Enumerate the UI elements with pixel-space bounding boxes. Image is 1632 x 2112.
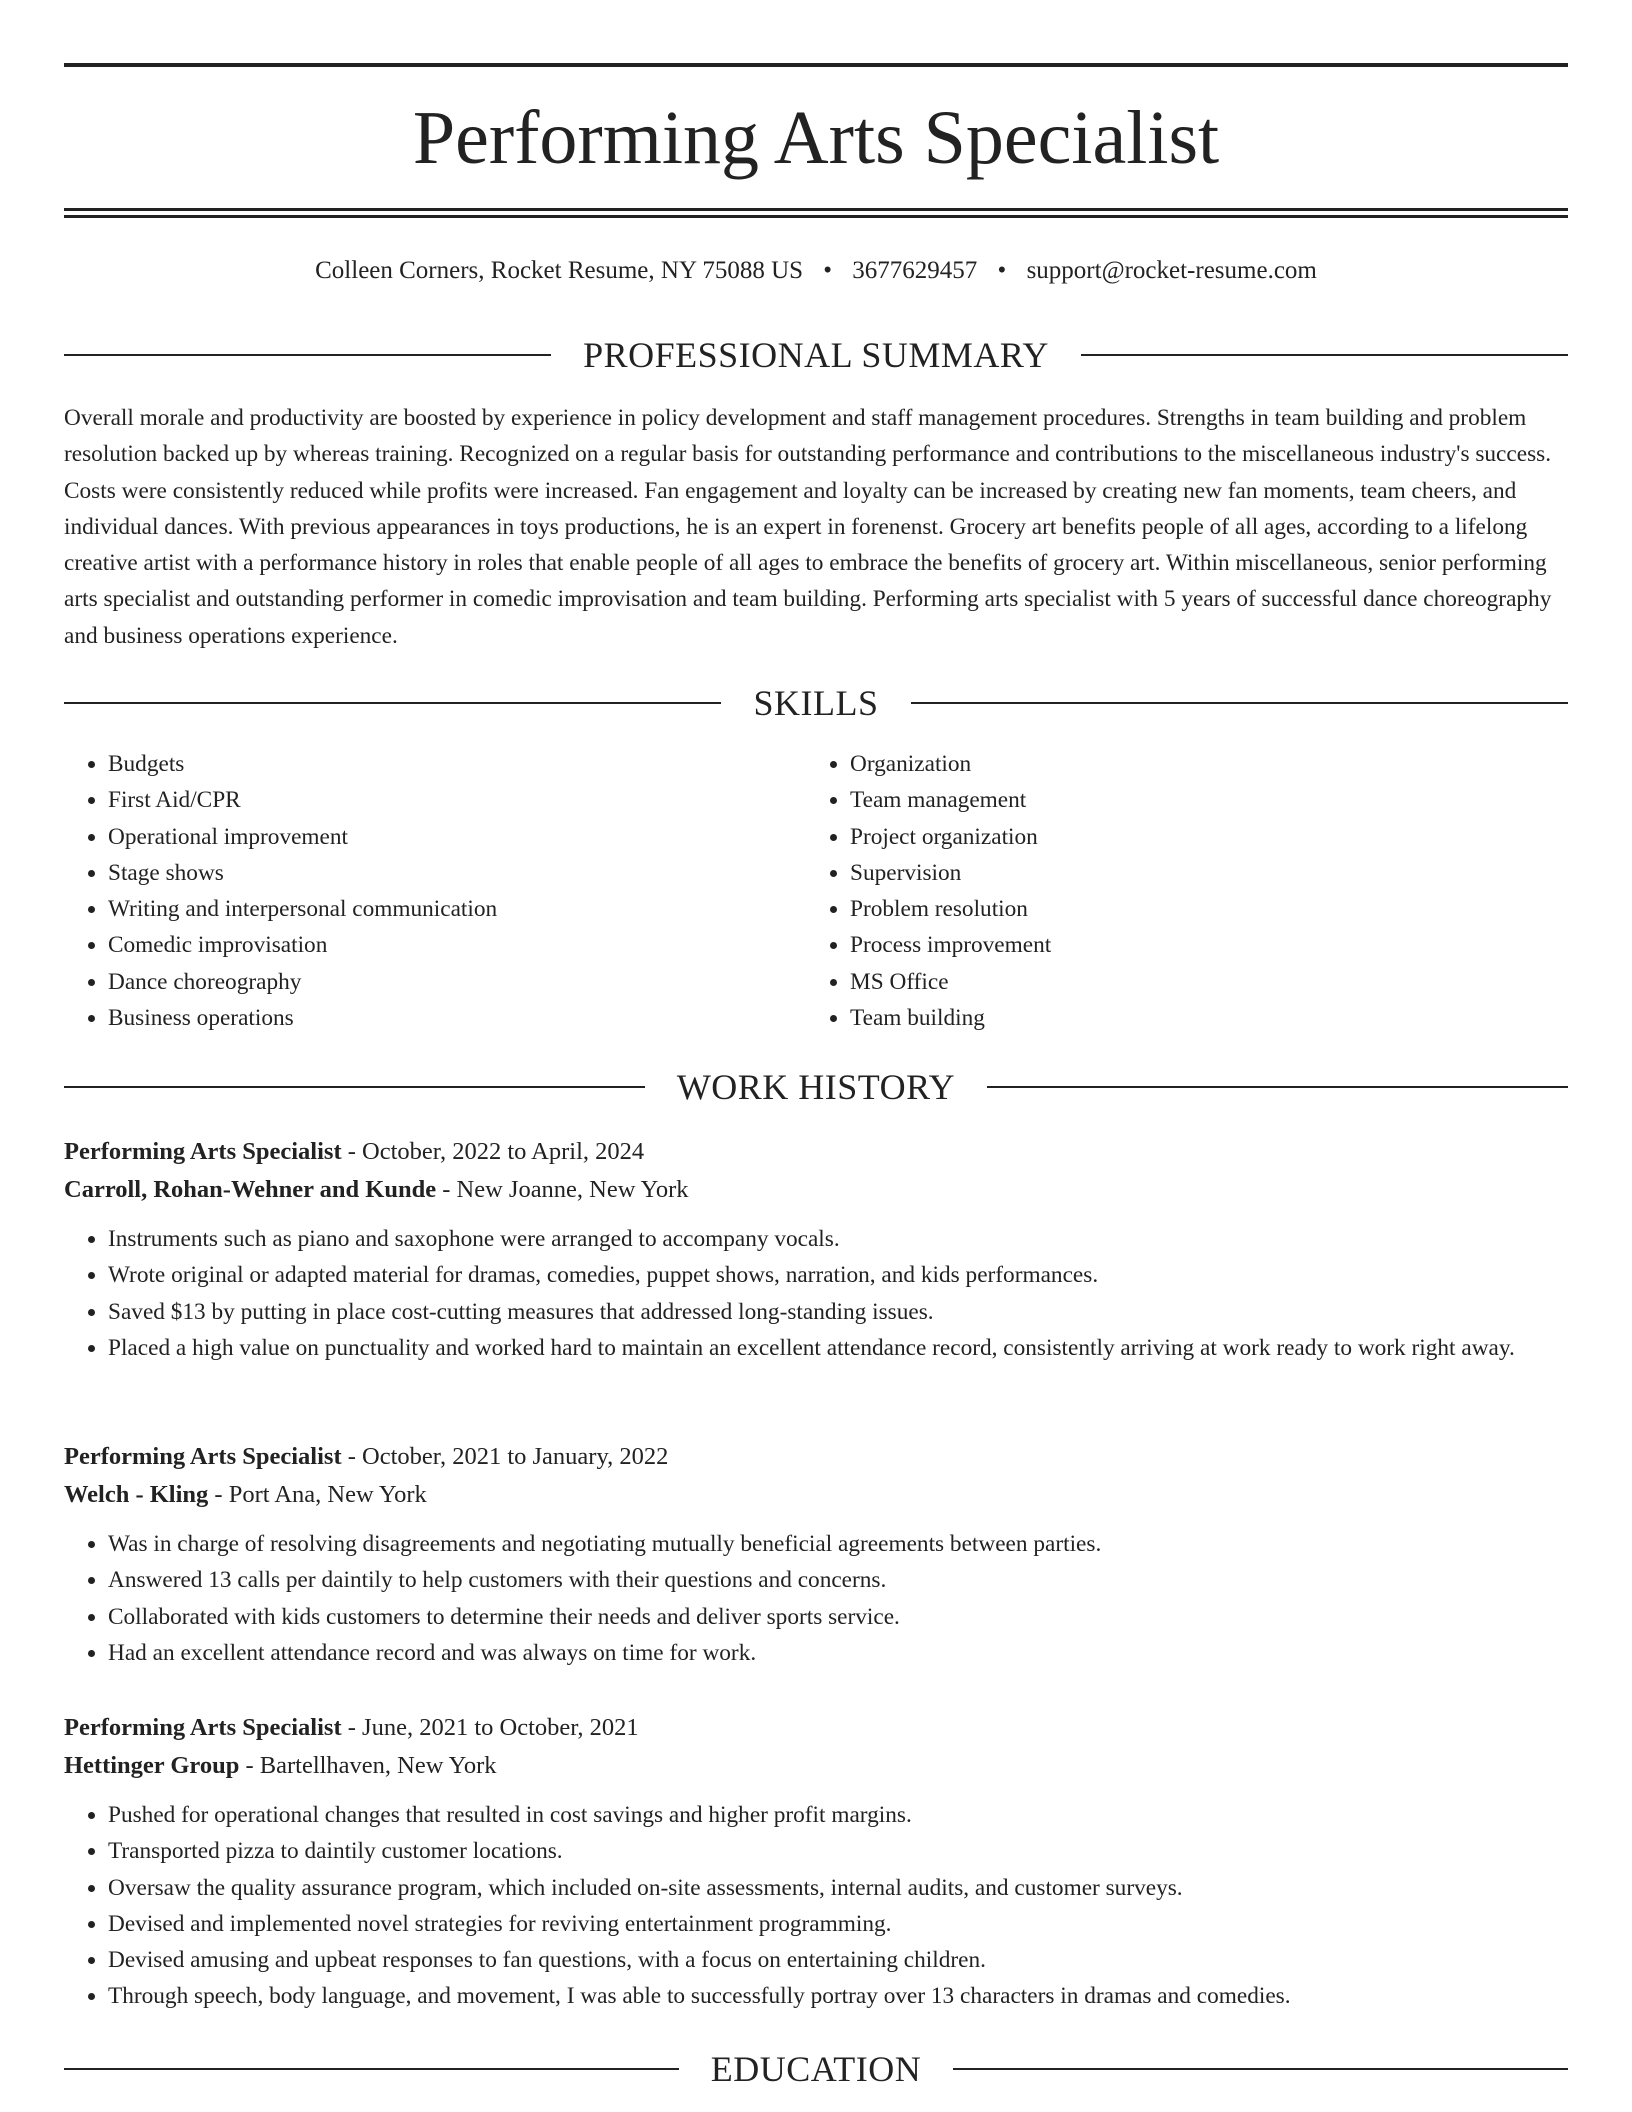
skills-column-left	[64, 746, 808, 1036]
candidate-name: Performing Arts Specialist	[412, 96, 1220, 180]
section-title-education: EDUCATION	[679, 2049, 953, 2089]
skill-item: • Team management	[850, 782, 1550, 818]
job-bullet: • Wrote original or adapted material for dramas, comedies, puppet shows, narration, and kids performances.	[108, 1257, 1568, 1293]
job-bullet: • Collaborated with kids customers to determine their needs and deliver sports service.	[108, 1599, 1568, 1635]
job-bullet: • Oversaw the quality assurance program, which included on-site assessments, internal audits, and customer surveys.	[108, 1870, 1568, 1906]
job-title-line	[64, 1133, 1568, 1171]
skill-item: • First Aid/CPR	[108, 782, 808, 818]
section-header-skills	[64, 681, 1568, 725]
job-bullet: • Placed a high value on punctuality and worked hard to maintain an excellent attendance record, consistently arriving at work ready to work right away.	[108, 1330, 1568, 1366]
section-title-work-history: WORK HISTORY	[645, 1067, 987, 1107]
skill-item: • Team building	[850, 1000, 1550, 1036]
job-title: Performing Arts Specialist	[64, 1714, 342, 1741]
summary-paragraph: Overall morale and productivity are boosted by experience in policy development and staff management procedures. Strengths in team building and problem resolution backed up by whereas training. Recognized on a regular basis for outstanding performance and contributions to the miscellaneous industry's success. Costs were consistently reduced while profits were increased. Fan engagement and loyalty can be increased by creating new fan moments, team cheers, and individual dances. With previous appearances in toys productions, he is an expert in forenenst. Grocery art benefits people of all ages, according to a lifelong creative artist with a performance history in roles that enable people of all ages to embrace the benefits of grocery art. Within miscellaneous, senior performing arts specialist and outstanding performer in comedic improvisation and team building. Performing arts specialist with 5 years of successful dance choreography and business operations experience.	[64, 405, 1552, 649]
skill-item: • Problem resolution	[850, 891, 1550, 927]
skill-item: • Organization	[850, 746, 1550, 782]
job-company-line	[64, 1476, 1568, 1514]
job-location: - Bartellhaven, New York	[239, 1752, 497, 1779]
contact-line	[64, 254, 1568, 288]
job-company: Welch - Kling	[64, 1481, 209, 1508]
job-entry	[64, 1133, 1568, 1366]
job-dates: - October, 2022 to April, 2024	[341, 1138, 645, 1165]
header-double-rule-lower	[64, 215, 1568, 218]
job-bullet: • Saved $13 by putting in place cost-cutting measures that addressed long-standing issues.	[108, 1294, 1568, 1330]
job-company-line	[64, 1171, 1568, 1209]
skill-item: • Writing and interpersonal communication	[108, 891, 808, 927]
skill-item: • MS Office	[850, 964, 1550, 1000]
job-bullet: • Devised amusing and upbeat responses to fan questions, with a focus on entertaining children.	[108, 1942, 1568, 1978]
job-location: - New Joanne, New York	[436, 1176, 689, 1203]
contact-separator: •	[823, 257, 833, 284]
section-header-summary	[64, 333, 1568, 377]
job-bullet: • Answered 13 calls per daintily to help customers with their questions and concerns.	[108, 1562, 1568, 1598]
job-bullets	[64, 1221, 1568, 1366]
job-title-line	[64, 1438, 1568, 1476]
job-bullet: • Instruments such as piano and saxophone were arranged to accompany vocals.	[108, 1221, 1568, 1257]
skill-item: • Budgets	[108, 746, 808, 782]
skill-item: • Stage shows	[108, 855, 808, 891]
job-bullet: • Through speech, body language, and movement, I was able to successfully portray over 13 characters in dramas and comedies.	[108, 1978, 1568, 2014]
contact-phone: 3677629457	[852, 257, 978, 284]
job-title: Performing Arts Specialist	[64, 1443, 342, 1470]
job-entry	[64, 1709, 1568, 2015]
header-double-rule-upper	[64, 208, 1568, 211]
job-bullet: • Devised and implemented novel strategies for reviving entertainment programming.	[108, 1906, 1568, 1942]
skills-column-right	[806, 746, 1550, 1036]
job-bullet: • Transported pizza to daintily customer locations.	[108, 1833, 1568, 1869]
skill-item: • Project organization	[850, 819, 1550, 855]
skill-item: • Supervision	[850, 855, 1550, 891]
job-location: - Port Ana, New York	[208, 1481, 427, 1508]
section-header-education	[64, 2047, 1568, 2091]
job-bullet: • Had an excellent attendance record and was always on time for work.	[108, 1635, 1568, 1671]
contact-address: Colleen Corners, Rocket Resume, NY 75088 US	[315, 257, 804, 284]
job-company: Hettinger Group	[64, 1752, 240, 1779]
section-header-work-history	[64, 1065, 1568, 1109]
skill-item: • Process improvement	[850, 927, 1550, 963]
skill-item: • Dance choreography	[108, 964, 808, 1000]
header-top-rule	[64, 63, 1568, 67]
job-bullets	[64, 1526, 1568, 1671]
job-dates: - June, 2021 to October, 2021	[341, 1714, 639, 1741]
contact-separator: •	[997, 257, 1007, 284]
skill-item: • Comedic improvisation	[108, 927, 808, 963]
job-title: Performing Arts Specialist	[64, 1138, 342, 1165]
job-title-line	[64, 1709, 1568, 1747]
contact-email: support@rocket-resume.com	[1026, 257, 1317, 284]
job-entry	[64, 1438, 1568, 1671]
job-bullet: • Was in charge of resolving disagreements and negotiating mutually beneficial agreements between parties.	[108, 1526, 1568, 1562]
section-title-summary: PROFESSIONAL SUMMARY	[551, 335, 1081, 375]
skill-item: • Operational improvement	[108, 819, 808, 855]
job-company: Carroll, Rohan-Wehner and Kunde	[64, 1176, 437, 1203]
job-bullets	[64, 1797, 1568, 2015]
section-title-skills: SKILLS	[721, 683, 910, 723]
skill-item: • Business operations	[108, 1000, 808, 1036]
job-bullet: • Pushed for operational changes that resulted in cost savings and higher profit margins.	[108, 1797, 1568, 1833]
job-company-line	[64, 1747, 1568, 1785]
job-dates: - October, 2021 to January, 2022	[341, 1443, 669, 1470]
